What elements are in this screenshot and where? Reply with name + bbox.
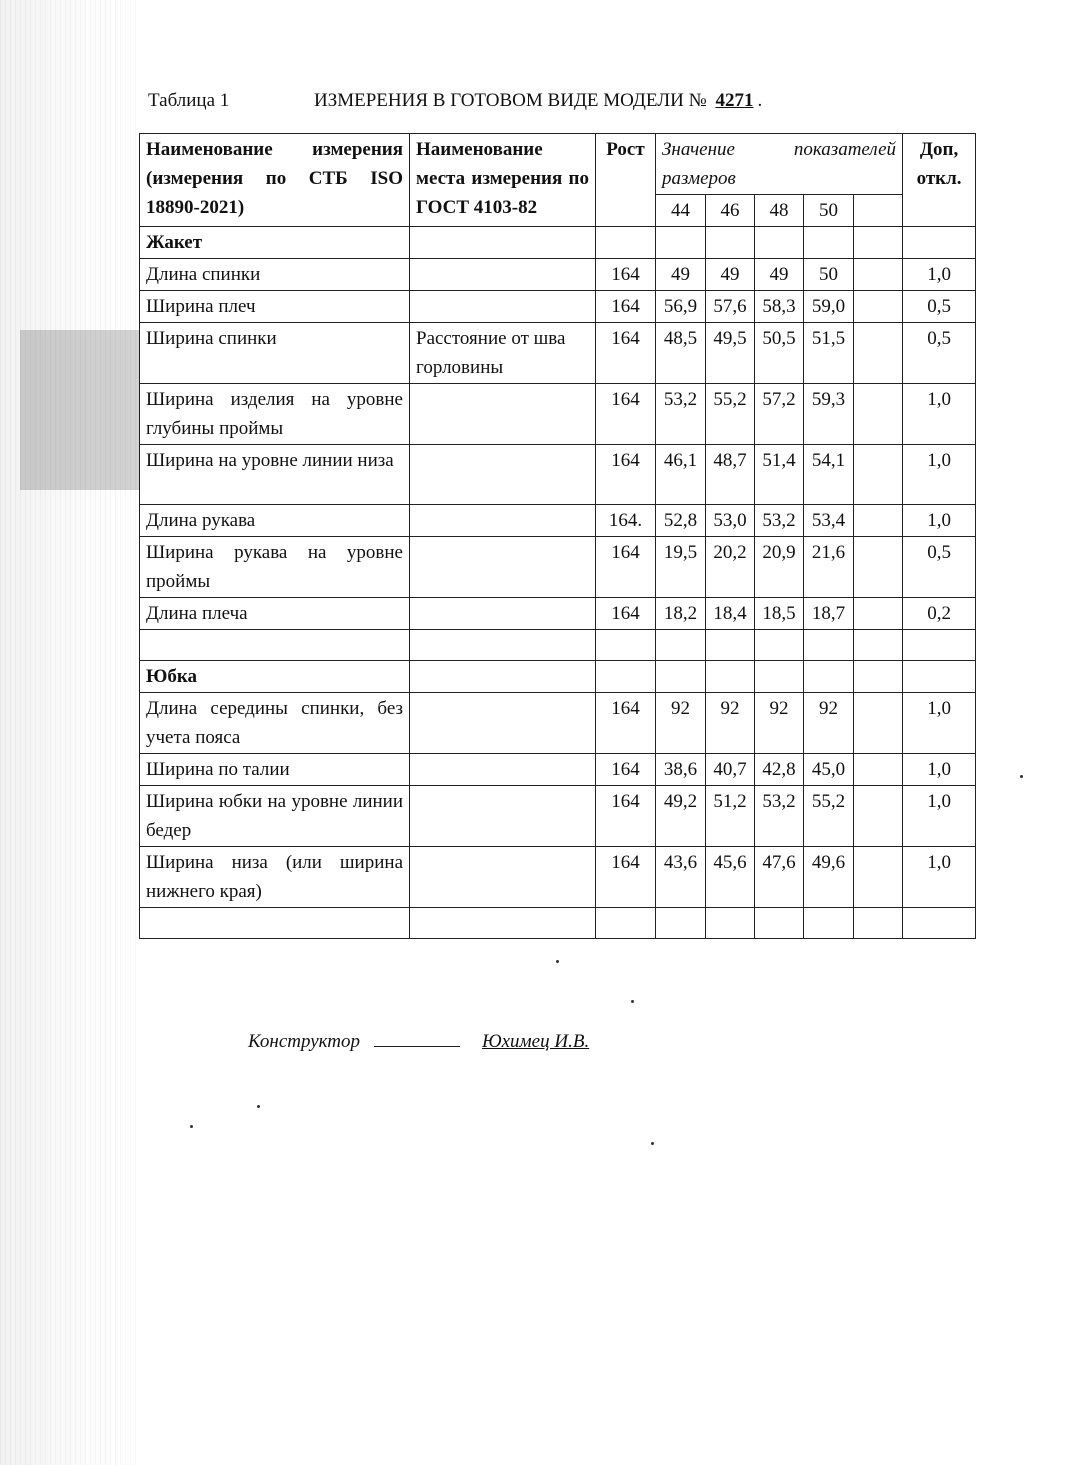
value-44: 38,6 bbox=[656, 754, 706, 786]
height-value: 164 bbox=[596, 537, 656, 598]
value-44: 49 bbox=[656, 259, 706, 291]
measurement-place bbox=[410, 291, 596, 323]
header-height: Рост bbox=[596, 134, 656, 227]
value-48: 92 bbox=[755, 693, 804, 754]
value-44: 92 bbox=[656, 693, 706, 754]
size-48: 48 bbox=[755, 195, 804, 227]
table-row bbox=[140, 786, 976, 847]
height-value: 164 bbox=[596, 786, 656, 847]
measurement-name: Ширина низа (или ширина нижнего края) bbox=[140, 847, 410, 908]
height-value: 164. bbox=[596, 505, 656, 537]
measurement-place bbox=[410, 505, 596, 537]
value-48: 18,5 bbox=[755, 598, 804, 630]
value-50: 50 bbox=[804, 259, 854, 291]
measurement-place bbox=[410, 598, 596, 630]
header-row bbox=[140, 134, 976, 195]
measurement-place bbox=[410, 259, 596, 291]
scan-speck bbox=[651, 1142, 654, 1145]
tolerance-value: 1,0 bbox=[903, 754, 976, 786]
model-number: 4271 bbox=[715, 90, 754, 111]
value-44: 56,9 bbox=[656, 291, 706, 323]
value-44: 43,6 bbox=[656, 847, 706, 908]
measurement-place bbox=[410, 537, 596, 598]
measurement-name: Ширина по талии bbox=[140, 754, 410, 786]
tolerance-value: 0,5 bbox=[903, 291, 976, 323]
measurement-name: Ширина плеч bbox=[140, 291, 410, 323]
value-44: 46,1 bbox=[656, 445, 706, 505]
table-row bbox=[140, 505, 976, 537]
empty-row bbox=[140, 908, 976, 939]
measurement-place bbox=[410, 786, 596, 847]
measurement-name: Длина плеча bbox=[140, 598, 410, 630]
value-48: 53,2 bbox=[755, 505, 804, 537]
header-sizes-title: Значение показателей размеров bbox=[656, 134, 903, 195]
measurement-place bbox=[410, 384, 596, 445]
signature-blank bbox=[374, 1028, 460, 1047]
tolerance-value: 1,0 bbox=[903, 786, 976, 847]
size-44: 44 bbox=[656, 195, 706, 227]
value-44: 52,8 bbox=[656, 505, 706, 537]
value-46: 20,2 bbox=[706, 537, 755, 598]
size-50: 50 bbox=[804, 195, 854, 227]
size-empty bbox=[854, 195, 903, 227]
measurement-place bbox=[410, 445, 596, 505]
value-48: 50,5 bbox=[755, 323, 804, 384]
header-measurement-name: Наименование измерения (измерения по СТБ ISO 18890-2021) bbox=[140, 134, 410, 227]
measurement-place bbox=[410, 693, 596, 754]
value-46: 57,6 bbox=[706, 291, 755, 323]
value-50: 59,3 bbox=[804, 384, 854, 445]
value-48: 47,6 bbox=[755, 847, 804, 908]
measurement-name: Ширина изделия на уровне глубины проймы bbox=[140, 384, 410, 445]
table-row bbox=[140, 291, 976, 323]
value-46: 53,0 bbox=[706, 505, 755, 537]
value-48: 53,2 bbox=[755, 786, 804, 847]
scan-speck bbox=[556, 960, 559, 963]
height-value: 164 bbox=[596, 259, 656, 291]
tolerance-value: 1,0 bbox=[903, 505, 976, 537]
value-50: 51,5 bbox=[804, 323, 854, 384]
header-measurement-place: Наименование места измерения по ГОСТ 4103-82 bbox=[410, 134, 596, 227]
scan-band bbox=[20, 330, 140, 490]
measurement-name: Длина рукава bbox=[140, 505, 410, 537]
table-row bbox=[140, 754, 976, 786]
value-50: 55,2 bbox=[804, 786, 854, 847]
measurement-name: Ширина юбки на уровне линии бедер bbox=[140, 786, 410, 847]
value-50: 49,6 bbox=[804, 847, 854, 908]
section-title-jacket: Жакет bbox=[140, 227, 410, 259]
value-44: 48,5 bbox=[656, 323, 706, 384]
value-46: 55,2 bbox=[706, 384, 755, 445]
tolerance-value: 1,0 bbox=[903, 445, 976, 505]
height-value: 164 bbox=[596, 323, 656, 384]
table-row bbox=[140, 445, 976, 505]
table-row bbox=[140, 323, 976, 384]
table-row bbox=[140, 537, 976, 598]
value-46: 92 bbox=[706, 693, 755, 754]
size-46: 46 bbox=[706, 195, 755, 227]
value-50: 45,0 bbox=[804, 754, 854, 786]
height-value: 164 bbox=[596, 598, 656, 630]
header-tolerance: Доп, откл. bbox=[903, 134, 976, 227]
value-50: 54,1 bbox=[804, 445, 854, 505]
value-46: 49,5 bbox=[706, 323, 755, 384]
section-row-jacket bbox=[140, 227, 976, 259]
value-50: 18,7 bbox=[804, 598, 854, 630]
empty-row bbox=[140, 630, 976, 661]
table-title: ИЗМЕРЕНИЯ В ГОТОВОМ ВИДЕ МОДЕЛИ № bbox=[314, 90, 707, 111]
tolerance-value: 1,0 bbox=[903, 693, 976, 754]
tolerance-value: 0,5 bbox=[903, 537, 976, 598]
value-46: 45,6 bbox=[706, 847, 755, 908]
value-46: 18,4 bbox=[706, 598, 755, 630]
signature-line bbox=[248, 1028, 589, 1053]
value-46: 40,7 bbox=[706, 754, 755, 786]
height-value: 164 bbox=[596, 384, 656, 445]
tolerance-value: 1,0 bbox=[903, 847, 976, 908]
value-50: 59,0 bbox=[804, 291, 854, 323]
value-44: 53,2 bbox=[656, 384, 706, 445]
table-row bbox=[140, 847, 976, 908]
scan-speck bbox=[257, 1105, 260, 1108]
tolerance-value: 1,0 bbox=[903, 384, 976, 445]
value-46: 49 bbox=[706, 259, 755, 291]
value-48: 51,4 bbox=[755, 445, 804, 505]
measurement-place: Расстояние от шва горловины bbox=[410, 323, 596, 384]
table-row bbox=[140, 384, 976, 445]
scan-speck bbox=[631, 1000, 634, 1003]
value-50: 92 bbox=[804, 693, 854, 754]
table-label: Таблица 1 bbox=[148, 90, 230, 111]
height-value: 164 bbox=[596, 693, 656, 754]
section-title-skirt: Юбка bbox=[140, 661, 410, 693]
height-value: 164 bbox=[596, 754, 656, 786]
tolerance-value: 0,2 bbox=[903, 598, 976, 630]
table-row bbox=[140, 693, 976, 754]
value-50: 21,6 bbox=[804, 537, 854, 598]
measurement-place bbox=[410, 847, 596, 908]
value-48: 58,3 bbox=[755, 291, 804, 323]
table-row bbox=[140, 598, 976, 630]
table-row bbox=[140, 259, 976, 291]
caption-period: . bbox=[757, 90, 763, 111]
value-48: 49 bbox=[755, 259, 804, 291]
signature-name: Юхимец И.В. bbox=[482, 1031, 590, 1052]
measurement-name: Ширина на уровне линии низа bbox=[140, 445, 410, 505]
tolerance-value: 0,5 bbox=[903, 323, 976, 384]
value-48: 57,2 bbox=[755, 384, 804, 445]
measurements-table bbox=[139, 133, 976, 939]
measurement-name: Ширина рукава на уровне проймы bbox=[140, 537, 410, 598]
measurement-place bbox=[410, 754, 596, 786]
height-value: 164 bbox=[596, 847, 656, 908]
value-48: 42,8 bbox=[755, 754, 804, 786]
value-50: 53,4 bbox=[804, 505, 854, 537]
value-44: 49,2 bbox=[656, 786, 706, 847]
measurement-name: Ширина спинки bbox=[140, 323, 410, 384]
value-48: 20,9 bbox=[755, 537, 804, 598]
scan-speck bbox=[190, 1125, 193, 1128]
value-46: 51,2 bbox=[706, 786, 755, 847]
scan-speck bbox=[1020, 775, 1023, 778]
table-caption bbox=[148, 90, 762, 112]
tolerance-value: 1,0 bbox=[903, 259, 976, 291]
value-44: 19,5 bbox=[656, 537, 706, 598]
signature-role: Конструктор bbox=[248, 1031, 361, 1052]
height-value: 164 bbox=[596, 291, 656, 323]
measurement-name: Длина середины спинки, без учета пояса bbox=[140, 693, 410, 754]
value-46: 48,7 bbox=[706, 445, 755, 505]
scan-shading bbox=[0, 0, 140, 1465]
measurement-name: Длина спинки bbox=[140, 259, 410, 291]
section-row-skirt bbox=[140, 661, 976, 693]
height-value: 164 bbox=[596, 445, 656, 505]
value-44: 18,2 bbox=[656, 598, 706, 630]
